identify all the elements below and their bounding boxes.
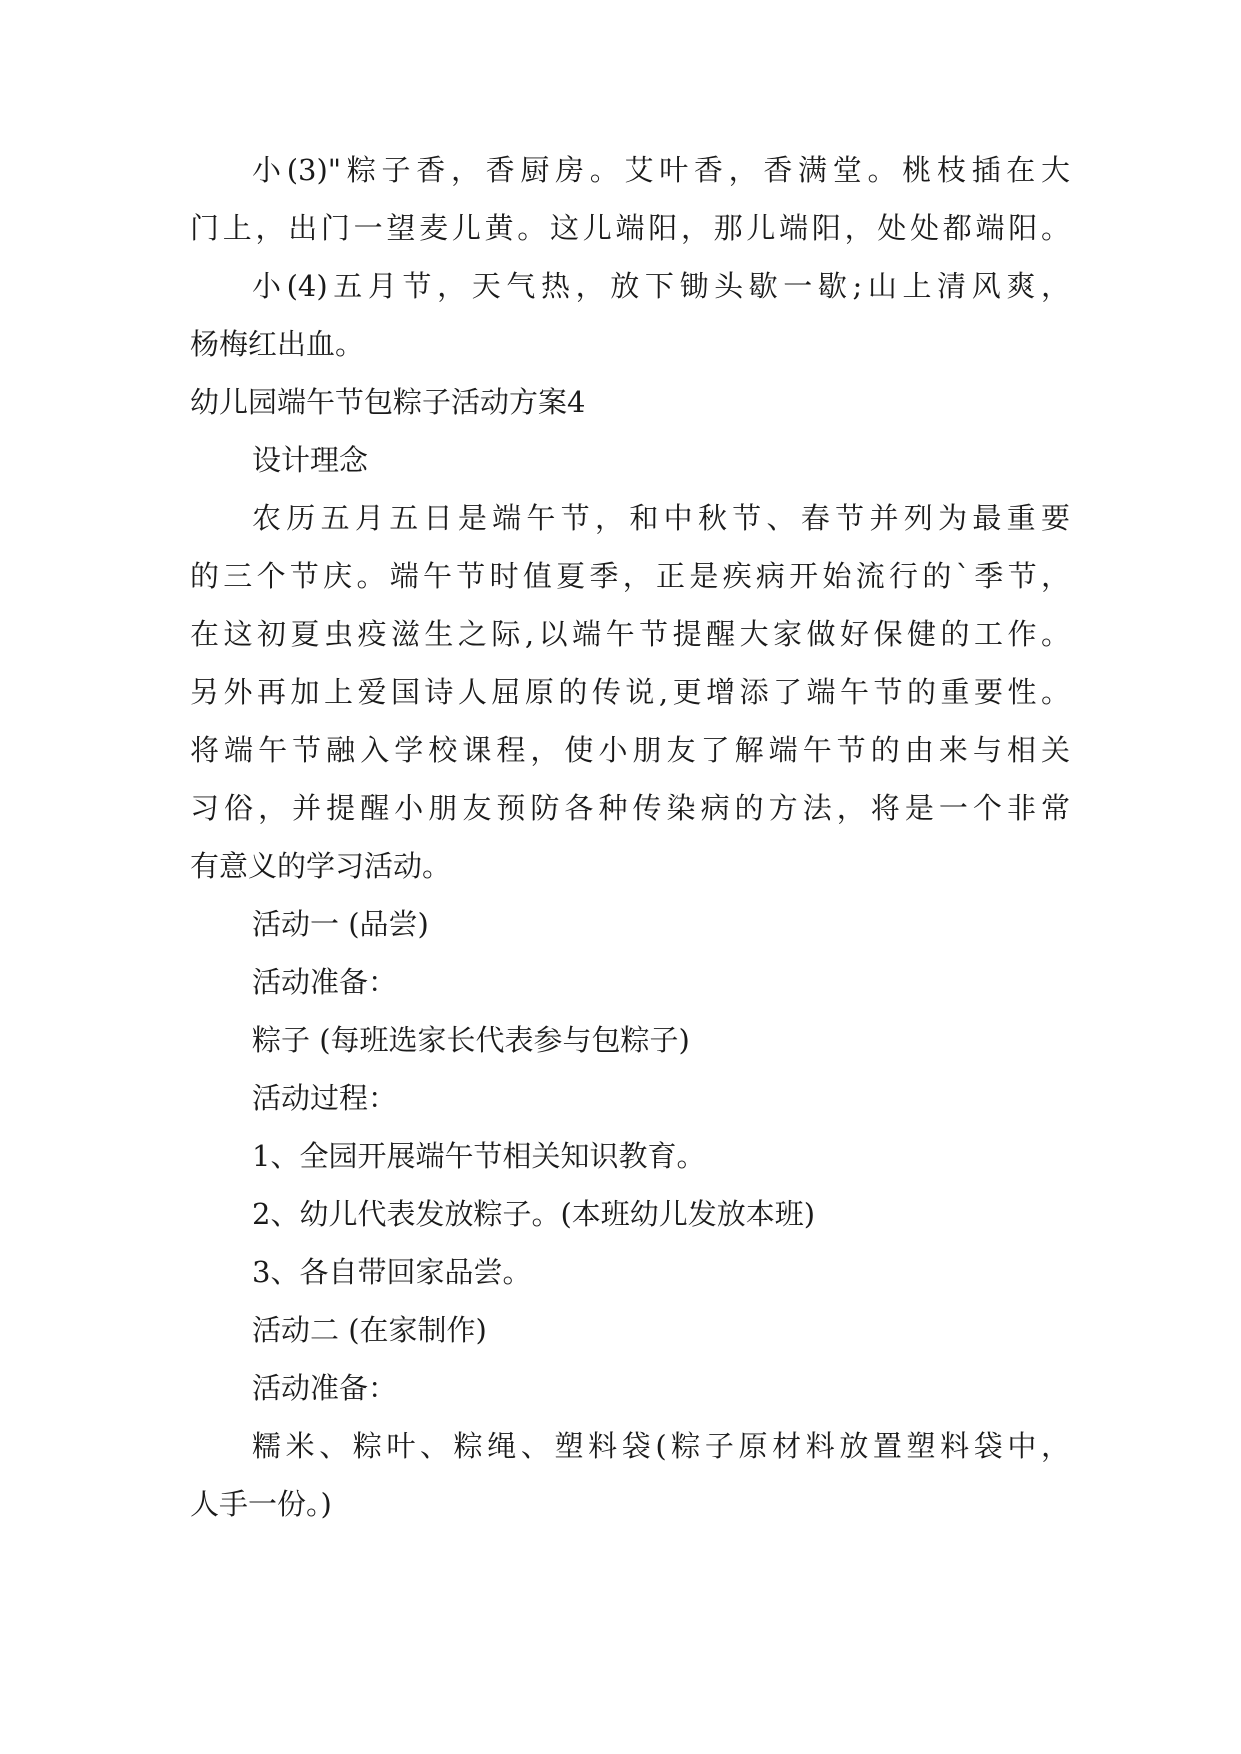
activity-heading: 活动一 (品尝) xyxy=(252,907,429,941)
paragraph-line: 粽子 (每班选家长代表参与包粽子) xyxy=(252,1023,690,1057)
list-label: 活动过程： xyxy=(252,1081,398,1115)
paragraph-line: 习俗，并提醒小朋友预防各种传染病的方法，将是一个非常 xyxy=(190,791,1070,825)
section-heading: 幼儿园端午节包粽子活动方案4 xyxy=(190,385,586,419)
activity-heading: 活动二 (在家制作) xyxy=(252,1313,487,1347)
paragraph-line: 有意义的学习活动。 xyxy=(190,849,452,883)
paragraph-line: 糯米、粽叶、粽绳、塑料袋(粽子原材料放置塑料袋中， xyxy=(252,1429,1070,1463)
paragraph-line: 的三个节庆。端午节时值夏季，正是疾病开始流行的`季节， xyxy=(190,559,1070,593)
list-item: 2、幼儿代表发放粽子。(本班幼儿发放本班) xyxy=(252,1197,816,1231)
paragraph-line: 杨梅红出血。 xyxy=(190,327,365,361)
paragraph-line: 小(4)五月节，天气热，放下锄头歇一歇;山上清风爽， xyxy=(252,269,1070,303)
paragraph-line: 小(3)"粽子香，香厨房。艾叶香，香满堂。桃枝插在大 xyxy=(252,153,1070,187)
paragraph-line: 人手一份。) xyxy=(190,1487,332,1521)
list-item: 3、各自带回家品尝。 xyxy=(252,1255,532,1289)
paragraph-line: 另外再加上爱国诗人屈原的传说,更增添了端午节的重要性。 xyxy=(190,675,1070,709)
paragraph-line: 在这初夏虫疫滋生之际,以端午节提醒大家做好保健的工作。 xyxy=(190,617,1070,651)
list-item: 1、全园开展端午节相关知识教育。 xyxy=(252,1139,706,1173)
subsection-heading: 设计理念 xyxy=(252,443,369,477)
list-label: 活动准备： xyxy=(252,1371,398,1405)
paragraph-line: 将端午节融入学校课程，使小朋友了解端午节的由来与相关 xyxy=(190,733,1070,767)
list-label: 活动准备： xyxy=(252,965,398,999)
paragraph-line: 门上，出门一望麦儿黄。这儿端阳，那儿端阳，处处都端阳。 xyxy=(190,211,1070,245)
paragraph-line: 农历五月五日是端午节，和中秋节、春节并列为最重要 xyxy=(252,501,1070,535)
